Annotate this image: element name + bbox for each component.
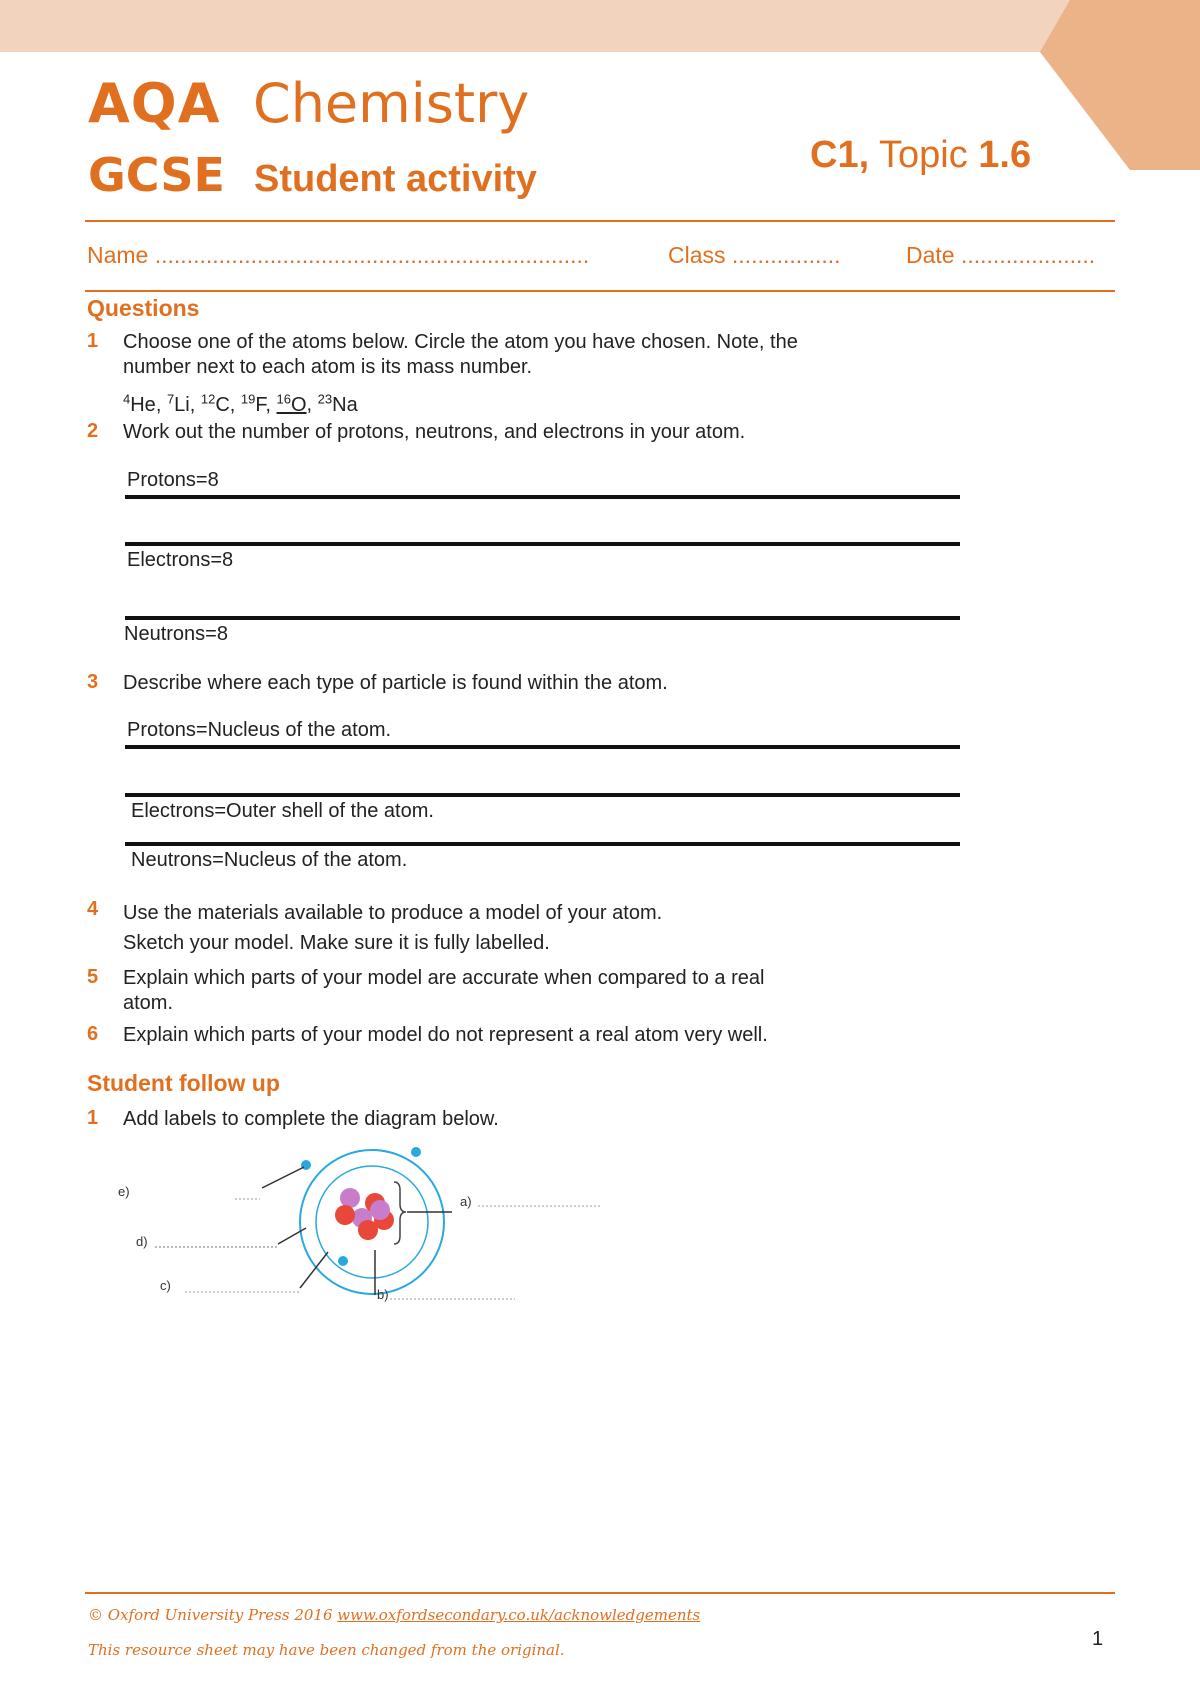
question-text-line: atom. — [123, 992, 174, 1014]
question-text-line: Sketch your model. Make sure it is fully labelled. — [123, 932, 550, 954]
answer-line — [125, 542, 960, 546]
atom-symbol: O — [290, 393, 307, 416]
atom-symbol: F — [255, 393, 266, 416]
questions-heading: Questions — [87, 295, 200, 321]
question-number: 3 — [87, 671, 99, 693]
answer-text[interactable]: Electrons=Outer shell of the atom. — [131, 800, 434, 822]
question-text-line: number next to each atom is its mass number. — [123, 356, 533, 378]
name-field[interactable] — [87, 242, 589, 269]
footer-copyright — [88, 1606, 700, 1624]
question-number: 6 — [87, 1023, 99, 1045]
question-text — [123, 898, 883, 958]
topic-code: C1, — [810, 134, 870, 176]
atom-option[interactable] — [123, 391, 162, 416]
diagram-label-a: a) — [460, 1194, 472, 1209]
separator: , — [265, 393, 271, 416]
doc-type-title: Student activity — [254, 158, 537, 200]
separator: , — [229, 393, 236, 416]
header-corner-shape — [1010, 0, 1200, 170]
question-text: Work out the number of protons, neutrons, and electrons in your atom. — [123, 421, 746, 443]
leader-line-c — [300, 1252, 328, 1288]
answer-text[interactable]: Protons=Nucleus of the atom. — [127, 719, 392, 741]
copyright-text: © Oxford University Press 2016 — [88, 1606, 333, 1624]
date-dots: ..................... — [960, 242, 1096, 268]
question-number: 1 — [87, 1107, 99, 1129]
separator: , — [306, 393, 313, 416]
question-text — [123, 330, 883, 380]
atom-symbol: C — [215, 393, 230, 416]
atom-option[interactable] — [200, 391, 236, 416]
diagram-label-d: d) — [136, 1234, 148, 1249]
atom-symbol: Li — [174, 393, 190, 416]
acknowledgements-link[interactable]: www.oxfordsecondary.co.uk/acknowledgements — [337, 1606, 701, 1624]
name-label: Name — [87, 242, 149, 268]
answer-text[interactable]: Neutrons=8 — [124, 623, 228, 645]
level-title: GCSE — [88, 148, 225, 202]
question-text-line: Explain which parts of your model are accurate when compared to a real — [123, 967, 765, 989]
name-dots: .................................................................... — [154, 242, 590, 268]
brand-logo: AQA — [88, 72, 221, 135]
question-text-line: Use the materials available to produce a model of your atom. — [123, 902, 663, 924]
mass-number: 23 — [317, 391, 333, 406]
page-number: 1 — [1092, 1628, 1104, 1650]
footer-rule — [85, 1592, 1115, 1594]
electron — [338, 1256, 348, 1266]
answer-line — [125, 495, 960, 499]
diagram-label-c: c) — [160, 1278, 171, 1293]
mass-number: 7 — [166, 391, 175, 406]
question-text-line: Choose one of the atoms below. Circle the atom you have chosen. Note, the — [123, 331, 798, 353]
atom-option-selected[interactable] — [276, 391, 307, 416]
question-number: 2 — [87, 420, 99, 442]
atom-symbol: Na — [332, 393, 358, 416]
atom-diagram — [110, 1140, 610, 1310]
separator: , — [155, 393, 162, 416]
answer-text[interactable]: Protons=8 — [127, 469, 219, 491]
separator: , — [189, 393, 196, 416]
fields-rule — [85, 290, 1115, 292]
topic-number: 1.6 — [978, 134, 1032, 176]
nucleus — [335, 1188, 394, 1240]
leader-line-e — [262, 1167, 304, 1188]
mass-number: 19 — [240, 391, 256, 406]
question-text: Describe where each type of particle is found within the atom. — [123, 672, 668, 694]
question-number: 1 — [87, 330, 99, 352]
answer-line — [125, 745, 960, 749]
diagram-label-b: b) — [377, 1287, 389, 1302]
mass-number: 4 — [123, 391, 131, 406]
footer-note: This resource sheet may have been changed from the original. — [88, 1641, 565, 1659]
question-number: 4 — [87, 898, 99, 920]
class-label: Class — [668, 242, 726, 268]
answer-text[interactable]: Neutrons=Nucleus of the atom. — [131, 849, 408, 871]
class-field[interactable] — [668, 242, 841, 269]
atom-list — [123, 386, 883, 418]
date-field[interactable] — [906, 242, 1095, 269]
atom-symbol: He — [130, 393, 156, 416]
class-dots: ................. — [731, 242, 841, 268]
follow-up-heading: Student follow up — [87, 1070, 280, 1096]
question-number: 5 — [87, 966, 99, 988]
header-rule — [85, 220, 1115, 222]
atom-option[interactable] — [240, 391, 271, 416]
date-label: Date — [906, 242, 955, 268]
mass-number: 16 — [276, 391, 291, 406]
subject-title: Chemistry — [253, 72, 530, 135]
answer-line — [125, 842, 960, 846]
answer-text[interactable]: Electrons=8 — [127, 549, 234, 571]
atom-option[interactable] — [317, 391, 358, 416]
nucleus-bracket — [394, 1182, 406, 1244]
topic-word: Topic — [879, 134, 968, 176]
answer-line — [125, 616, 960, 620]
answer-line — [125, 793, 960, 797]
question-text — [123, 966, 883, 1016]
diagram-label-e: e) — [118, 1184, 130, 1199]
question-text: Explain which parts of your model do not represent a real atom very well. — [123, 1024, 768, 1046]
atom-option[interactable] — [166, 391, 196, 416]
topic-heading — [810, 134, 1031, 177]
electron — [411, 1147, 421, 1157]
question-text: Add labels to complete the diagram below. — [123, 1108, 499, 1130]
mass-number: 12 — [200, 391, 216, 406]
